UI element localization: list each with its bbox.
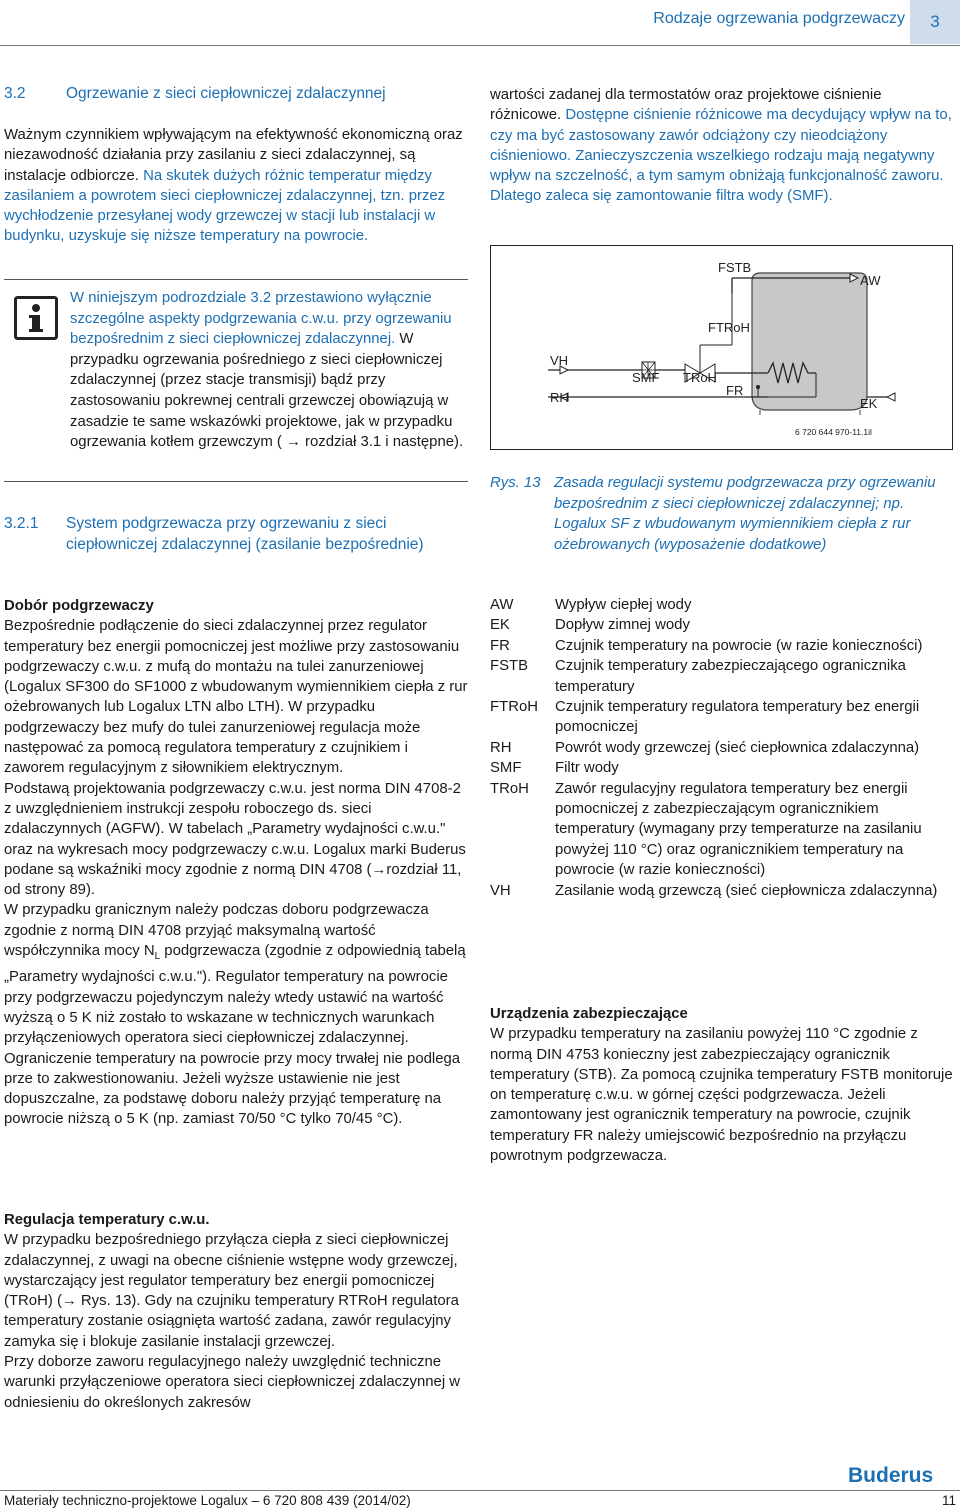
regulacja-heading: Regulacja temperatury c.w.u. bbox=[4, 1212, 210, 1228]
legend-item: TRoH Zawór regulacyjny regulatora temperatury bez energii pomocniczej z zabezpieczającym ogranicznikiem temperatury (wymagany przy temperaturze na zasilaniu powyżej 110 °C) oraz ogranicznikiem temperatury na powrocie (w razie konieczności) bbox=[490, 780, 922, 879]
info-note bbox=[70, 288, 470, 453]
right-top-paragraph bbox=[490, 85, 956, 207]
buderus-logo bbox=[848, 1462, 958, 1486]
legend-item: VH Zasilanie wodą grzewczą (sieć ciepłownicza zdalaczynna) bbox=[490, 882, 938, 899]
regulacja-paragraph-2: Przy doborze zaworu regulacyjnego należy uwzględnić techniczne warunki przyłączeniowe operatora sieci ciepłowniczej zdalaczynnej w odniesieniu do określonych zakresów bbox=[4, 1354, 461, 1411]
label-rh: RH bbox=[550, 390, 569, 405]
label-aw: AW bbox=[860, 273, 881, 288]
running-header-title: Rodzaje ogrzewania podgrzewaczy bbox=[653, 10, 905, 27]
subsection-heading bbox=[4, 514, 474, 555]
intro-text-black: Ważnym czynnikiem wpływającym na efektywność ekonomiczną oraz niezawodność działania przy zasilaniu z sieci zdalaczynnej, są instalacje odbiorcze. bbox=[4, 127, 463, 184]
section-title: Ogrzewanie z sieci ciepłowniczej zdalaczynnej bbox=[66, 85, 386, 102]
legend-item: FSTB Czujnik temperatury zabezpieczającego ogranicznika temperatury bbox=[490, 658, 906, 695]
legend-item: EK Dopływ zimnej wody bbox=[490, 617, 690, 634]
caption-text: Zasada regulacji systemu podgrzewacza przy ogrzewaniu bezpośrednim z sieci ciepłowniczej zdalaczynnej; np. Logalux SF z wbudowanym wymiennikiem ciepła z rur ożebrowanych (wyposażenie dodatkowe) bbox=[554, 475, 936, 553]
urzadzenia-text: W przypadku temperatury na zasilaniu powyżej 110 °C zgodnie z normą DIN 4753 konieczny jest zabezpieczający ogranicznik temperatury (STB). Za pomocą czujnika temperatury FSTB monitoruje on temperaturę c.w.u. w górnej części podgrzewacza. Jeżeli zamontowany jest ogranicznik temperatury na powrocie, czujnik temperatury FR należy umiejscowić bezpośrednio na przyłączu powrotnym podgrzewacza. bbox=[490, 1026, 953, 1165]
label-vh: VH bbox=[550, 353, 569, 368]
label-ek: EK bbox=[860, 396, 878, 411]
urzadzenia-block bbox=[490, 1004, 958, 1166]
legend-item: FR Czujnik temperatury na powrocie (w razie konieczności) bbox=[490, 637, 923, 654]
urzadzenia-heading: Urządzenia zabezpieczające bbox=[490, 1006, 688, 1022]
right-top-blue: Dostępne ciśnienie różnicowe ma decydujący wpływ na to, czy ma być zastosowany zawór odciążony czy nieodciążony ciśnieniowo. Zanieczyszczenia wszelkiego rodzaju mają negatywny wpływ na szczelność, a tym samym obniżają funkcjonalność zaworu. Dlatego zaleca się zamontowanie filtra wody (SMF). bbox=[490, 107, 952, 205]
footer-document-info: Materiały techniczno-projektowe Logalux – 6 720 808 439 (2014/02) bbox=[4, 1493, 411, 1508]
subsection-number: 3.2.1 bbox=[4, 515, 39, 532]
legend-list bbox=[490, 595, 960, 901]
dobor-block bbox=[4, 596, 472, 1130]
label-troh: TRoH bbox=[683, 370, 717, 385]
label-smf: SMF bbox=[632, 370, 660, 385]
figure-code: 6 720 644 970-11.1il bbox=[795, 427, 872, 437]
legend-item: SMF Filtr wody bbox=[490, 760, 619, 777]
regulacja-paragraph-1: W przypadku bezpośredniego przyłącza ciepła z sieci ciepłowniczej zdalaczynnej, z uwagi na obecne ciśnienie wstępne wody grzewczej, wystarczający jest regulator temperatury bez energii pomocniczej (TRoH) (→ Rys. 13). Gdy na czujniku temperatury RTRoH regulatora temperatury zostanie osiągnięta wartość zadana, zawór regulacyjny zamyka się i blokuje zasilanie instalacji grzewczej. bbox=[4, 1232, 459, 1350]
legend-item: FTRoH Czujnik temperatury regulatora temperatury bez energii pomocniczej bbox=[490, 699, 920, 736]
info-bottom-rule bbox=[4, 481, 468, 482]
intro-text-blue-2: przez wychłodzenie przesyłanej wody grzewczej w stacji lub instalacji w budynku, uzyskuje się niższe temperatury na powrocie. bbox=[4, 187, 446, 245]
figure-frame bbox=[491, 246, 953, 450]
legend-item: RH Powrót wody grzewczej (sieć ciepłownica zdalaczynna) bbox=[490, 739, 920, 756]
section-number: 3.2 bbox=[4, 85, 26, 102]
regulacja-block bbox=[4, 1210, 472, 1413]
legend-item: AW Wypływ ciepłej wody bbox=[490, 597, 692, 613]
dobor-subscript: L bbox=[154, 951, 161, 963]
footer-divider bbox=[0, 1490, 960, 1491]
subsection-title: System podgrzewacza przy ogrzewaniu z sieci ciepłowniczej zdalaczynnej (zasilanie bezpośrednie) bbox=[66, 515, 424, 553]
intro-text-blue-1: Na skutek dużych różnic temperatur między zasilaniem a powrotem sieci ciepłowniczej zdalaczynnej, tzn. bbox=[4, 167, 432, 204]
diagram-figure bbox=[490, 245, 953, 450]
info-icon bbox=[14, 296, 58, 340]
chapter-number: 3 bbox=[910, 0, 960, 44]
info-top-rule bbox=[4, 279, 468, 280]
label-fstb: FSTB bbox=[718, 260, 752, 275]
section-heading bbox=[4, 84, 474, 105]
svg-text:Buderus: Buderus bbox=[848, 1464, 934, 1486]
figure-caption bbox=[490, 473, 960, 553]
header-divider bbox=[0, 45, 960, 46]
label-ftroh: FTRoH bbox=[708, 320, 750, 335]
tank-shape bbox=[752, 273, 867, 410]
intro-paragraph bbox=[4, 125, 470, 247]
label-fr: FR bbox=[726, 383, 744, 398]
info-text-black: W przypadku ogrzewania pośredniego z sieci ciepłowniczej zdalaczynnej (przez stacje transmisji) bądź przy zastosowaniu pokrewnej centrali grzewczej obowiązują w zasadzie te same wskazówki projektowe, jak w przypadku ogrzewania kotłem grzewczym ( → rozdział 3.1 i następne). bbox=[70, 331, 464, 451]
dobor-heading: Dobór podgrzewaczy bbox=[4, 598, 154, 614]
info-text-blue: W niniejszym podrozdziale 3.2 przestawiono wyłącznie szczególne aspekty podgrzewania c.w.u. przy ogrzewaniu bezpośrednim z sieci ciepłowniczej zdalaczynnej. bbox=[70, 290, 452, 348]
dobor-paragraph-2: Podstawą projektowania podgrzewaczy c.w.u. jest norma DIN 4708-2 z uwzględnieniem instrukcji zespołu roboczego ds. sieci zdalaczynnych (AGFW). W tabelach „Parametry wydajności c.w.u." oraz na wykresach mocy podgrzewaczy c.w.u. Logalux marki Buderus podane są wskaźniki mocy zgodnie z normą DIN 4708 (→rozdział 11, od strony 89). bbox=[4, 780, 466, 899]
caption-label: Rys. 13 bbox=[490, 475, 541, 491]
dobor-paragraph-3: W przypadku granicznym należy podczas doboru podgrzewacza zgodnie z normą DIN 4708 przyjąć maksymalną wartość współczynnika mocy $N_L$ podgrzewacza (zgodnie z odpowiednią tabelą „Parametry wydajności c.w.u."). Regulator temperatury na powrocie przy podgrzewaczu pojedynczym należy wtedy ustawić na wartość wyższą o 5 K niż zostało to wskazane w technicznych warunkach przyłączeniowych operatora sieci ciepłowniczej zdalaczynnej. Ograniczenie temperatury na powrocie przy mocy trwałej nie podlega prze to zakwestionowaniu. Jeżeli wyższe ustawienie nie jest dopuszczalne, za podstawę doboru należy przyjąć temperaturę na powrocie niższą o 5 K (np. zamiast 70/50 °C tylko 70/45 °C). bbox=[4, 902, 466, 1128]
page-number: 11 bbox=[941, 1493, 956, 1508]
right-top-black: wartości zadanej dla termostatów oraz projektowe ciśnienie różnicowe. bbox=[490, 87, 882, 124]
dobor-paragraph-1: Bezpośrednie podłączenie do sieci zdalaczynnej przez regulator temperatury bez energii pomocniczej jest możliwe przy zastosowaniu podgrzewaczy c.w.u. z mufą do montażu na tulei zanurzeniowej (Logalux SF300 do SF1000 z wbudowanym wymiennikiem ciepła z rur ożebrowanych lub Logalux LTN albo LTH). W przypadku podgrzewaczy bez mufy do tulei zanurzeniowej regulacja może następować za pomocą regulatora temperatury z czujnikiem i zaworem regulacyjnym z siłownikiem elektrycznym. bbox=[4, 618, 468, 777]
